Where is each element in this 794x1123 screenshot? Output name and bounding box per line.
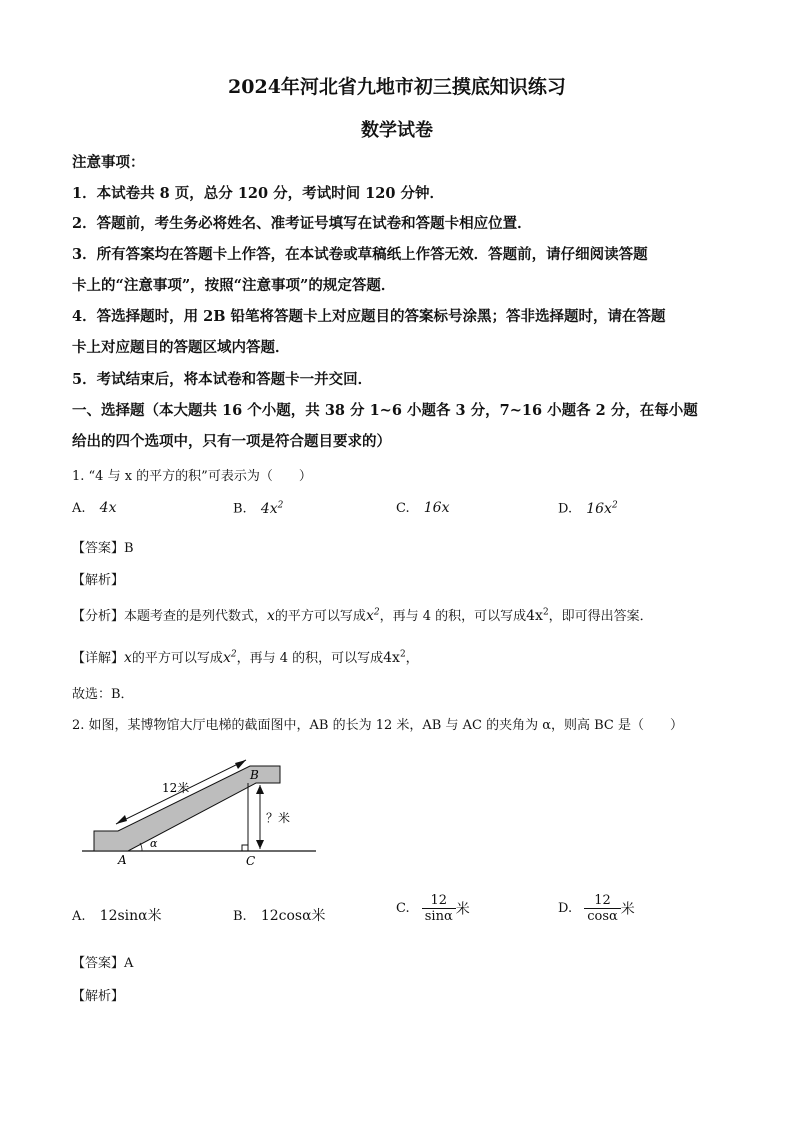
notice-item: 3．所有答案均在答题卡上作答，在本试卷或草稿纸上作答无效．答题前，请仔细阅读答题 (72, 246, 648, 263)
option-label: B. (233, 909, 247, 924)
notice-heading: 注意事项： (72, 154, 145, 171)
q1-option-d (558, 500, 618, 517)
point-c-label: C (246, 854, 256, 868)
option-value: 12cosα米 (260, 908, 326, 924)
height-label: ？米 (266, 811, 291, 825)
q2-option-a (72, 905, 162, 925)
q2-stem: 2. 如图，某博物馆大厅电梯的截面图中，AB 的长为 12 米，AB 与 AC 的夹角为 α，则高 BC 是（ ） (72, 718, 684, 733)
q1-option-a (72, 500, 116, 516)
notice-item: 卡上的“注意事项”，按照“注意事项”的规定答题． (72, 277, 396, 294)
q1-xiangjie: 【详解】x的平方可以写成$x^2$，再与 4 的积，可以写成$4x^2$， (72, 649, 419, 666)
notice-item: 5．考试结束后，将本试卷和答题卡一并交回． (72, 371, 373, 388)
arrow-head (116, 815, 127, 824)
q1-option-b (233, 500, 283, 517)
notice-item: 卡上对应题目的答题区域内答题． (72, 339, 290, 356)
q2-answer: 【答案】A (72, 956, 134, 971)
option-label: A. (72, 909, 86, 924)
q2-option-c: C. $\frac{12}{\sin\alpha}$ 米 (396, 893, 470, 924)
option-label: C. (396, 501, 410, 516)
fraction: $\frac{12}{\sin\alpha}$ (422, 893, 456, 924)
angle-label: α (150, 837, 158, 850)
option-label: D. (558, 901, 573, 916)
q1-option-c (396, 500, 449, 516)
notice-item: 4．答选择题时，用 2B 铅笔将答题卡上对应题目的答案标号涂黑；答非选择题时，请在答题 (72, 308, 666, 325)
option-value: $4x^2$ (260, 500, 284, 517)
option-label: A. (72, 501, 86, 516)
option-value: 12sinα米 (99, 908, 162, 924)
q1-answer: 【答案】B (72, 541, 134, 556)
option-label: B. (233, 501, 247, 517)
right-angle-mark (242, 845, 248, 851)
option-label: D. (558, 501, 573, 517)
notice-item: 1．本试卷共 8 页，总分 120 分，考试时间 120 分钟． (72, 185, 444, 202)
arrow-head (256, 785, 264, 794)
section-heading-cont: 给出的四个选项中，只有一项是符合题目要求的） (72, 433, 391, 450)
q2-option-b (233, 905, 326, 925)
q1-analysis: 【解析】 (72, 573, 125, 588)
length-label: 12米 (162, 781, 190, 795)
escalator-figure (80, 752, 330, 877)
fraction: $\frac{12}{\cos\alpha}$ (584, 893, 621, 924)
section-heading: 一、选择题（本大题共 16 个小题，共 38 分 1~6 小题各 3 分，7~16 小题各 2 分，在每小题 (72, 402, 698, 419)
option-value: 16x (423, 500, 450, 516)
arrow-head (256, 840, 264, 849)
q2-analysis: 【解析】 (72, 989, 125, 1004)
option-value: $16x^2$ (586, 500, 618, 517)
q2-option-d: D. $\frac{12}{\cos\alpha}$ 米 (558, 893, 635, 924)
q1-stem: 1. “4 与 x 的平方的积”可表示为（ ） (72, 469, 312, 484)
point-a-label: A (118, 853, 127, 867)
point-b-label: B (250, 768, 259, 782)
arrow-head (235, 760, 246, 769)
exam-subtitle: 数学试卷 (361, 120, 433, 141)
q1-fenxi: 【分析】本题考查的是列代数式，x的平方可以写成$x^2$，再与 4 的积，可以写成$4x^2$，即可得出答案． (72, 607, 653, 624)
notice-item: 2．答题前，考生务必将姓名、准考证号填写在试卷和答题卡相应位置． (72, 215, 532, 232)
q1-conclusion: 故选：B． (72, 687, 134, 702)
option-value: 4x (99, 500, 117, 516)
exam-title: 2024年河北省九地市初三摸底知识练习 (228, 76, 566, 98)
option-label: C. (396, 901, 410, 916)
